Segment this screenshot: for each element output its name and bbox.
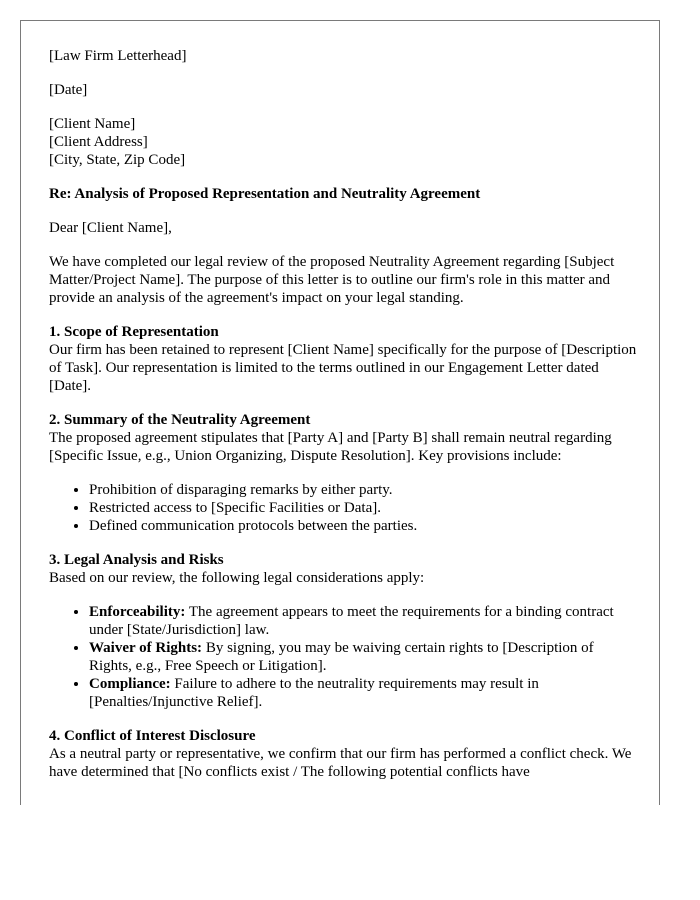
list-item-term: Enforceability: (89, 604, 186, 620)
section-body: Based on our review, the following legal considerations apply: (49, 570, 425, 586)
list-item-text: By signing, you may be waiving certain rights to [Description of Rights, e.g., Free Speech or Litigation]. (89, 640, 594, 674)
section-body: Our firm has been retained to represent [Client Name] specifically for the purpose of [Description of Task]. Our representation is limited to the terms outlined in our Engagement Letter dated [Date]. (49, 342, 637, 394)
list-item-text: The agreement appears to meet the requirements for a binding contract under [State/Jurisdiction] law. (89, 604, 614, 638)
letterhead: [Law Firm Letterhead] (49, 48, 187, 64)
letter-date: [Date] (49, 82, 88, 98)
letter-content (49, 47, 639, 797)
list-item-text: Failure to adhere to the neutrality requirements may result in [Penalties/Injunctive Relief]. (89, 676, 539, 710)
recipient-city: [City, State, Zip Code] (49, 152, 186, 168)
section-analysis (49, 551, 639, 587)
list-item: • Defined communication protocols between the parties. (89, 517, 639, 535)
section-scope (49, 323, 639, 395)
section-summary (49, 411, 639, 465)
provisions-list (49, 481, 639, 535)
salutation: Dear [Client Name], (49, 220, 172, 236)
list-item (89, 675, 639, 711)
recipient-name: [Client Name] (49, 116, 136, 132)
section-body: The proposed agreement stipulates that [Party A] and [Party B] shall remain neutral regarding [Specific Issue, e.g., Union Organizing, Dispute Resolution]. Key provisions include: (49, 430, 612, 464)
list-item-term: Waiver of Rights: (89, 640, 203, 656)
section-body: As a neutral party or representative, we confirm that our firm has performed a conflict check. We have determined that [No conflicts exist / The following potential conflicts have (49, 746, 632, 780)
subject-text: Re: Analysis of Proposed Representation and Neutrality Agreement (49, 186, 481, 202)
recipient-street: [Client Address] (49, 134, 148, 150)
list-item: • Restricted access to [Specific Facilities or Data]. (89, 499, 639, 517)
list-item (89, 639, 639, 675)
list-item: • Prohibition of disparaging remarks by either party. (89, 481, 639, 499)
section-title: 2. Summary of the Neutrality Agreement (49, 412, 311, 428)
intro-paragraph: We have completed our legal review of the proposed Neutrality Agreement regarding [Subject Matter/Project Name]. The purpose of this letter is to outline our firm's role in this matter and provide an analysis of the agreement's impact on your legal standing. (49, 254, 615, 306)
subject-line (49, 185, 639, 203)
section-title: 3. Legal Analysis and Risks (49, 552, 224, 568)
section-title: 1. Scope of Representation (49, 324, 219, 340)
list-item (89, 603, 639, 639)
risks-list (49, 603, 639, 711)
section-title: 4. Conflict of Interest Disclosure (49, 728, 256, 744)
section-conflict (49, 727, 639, 781)
list-item-term: Compliance: (89, 676, 171, 692)
recipient-address (49, 115, 639, 169)
letter-page (20, 20, 660, 805)
